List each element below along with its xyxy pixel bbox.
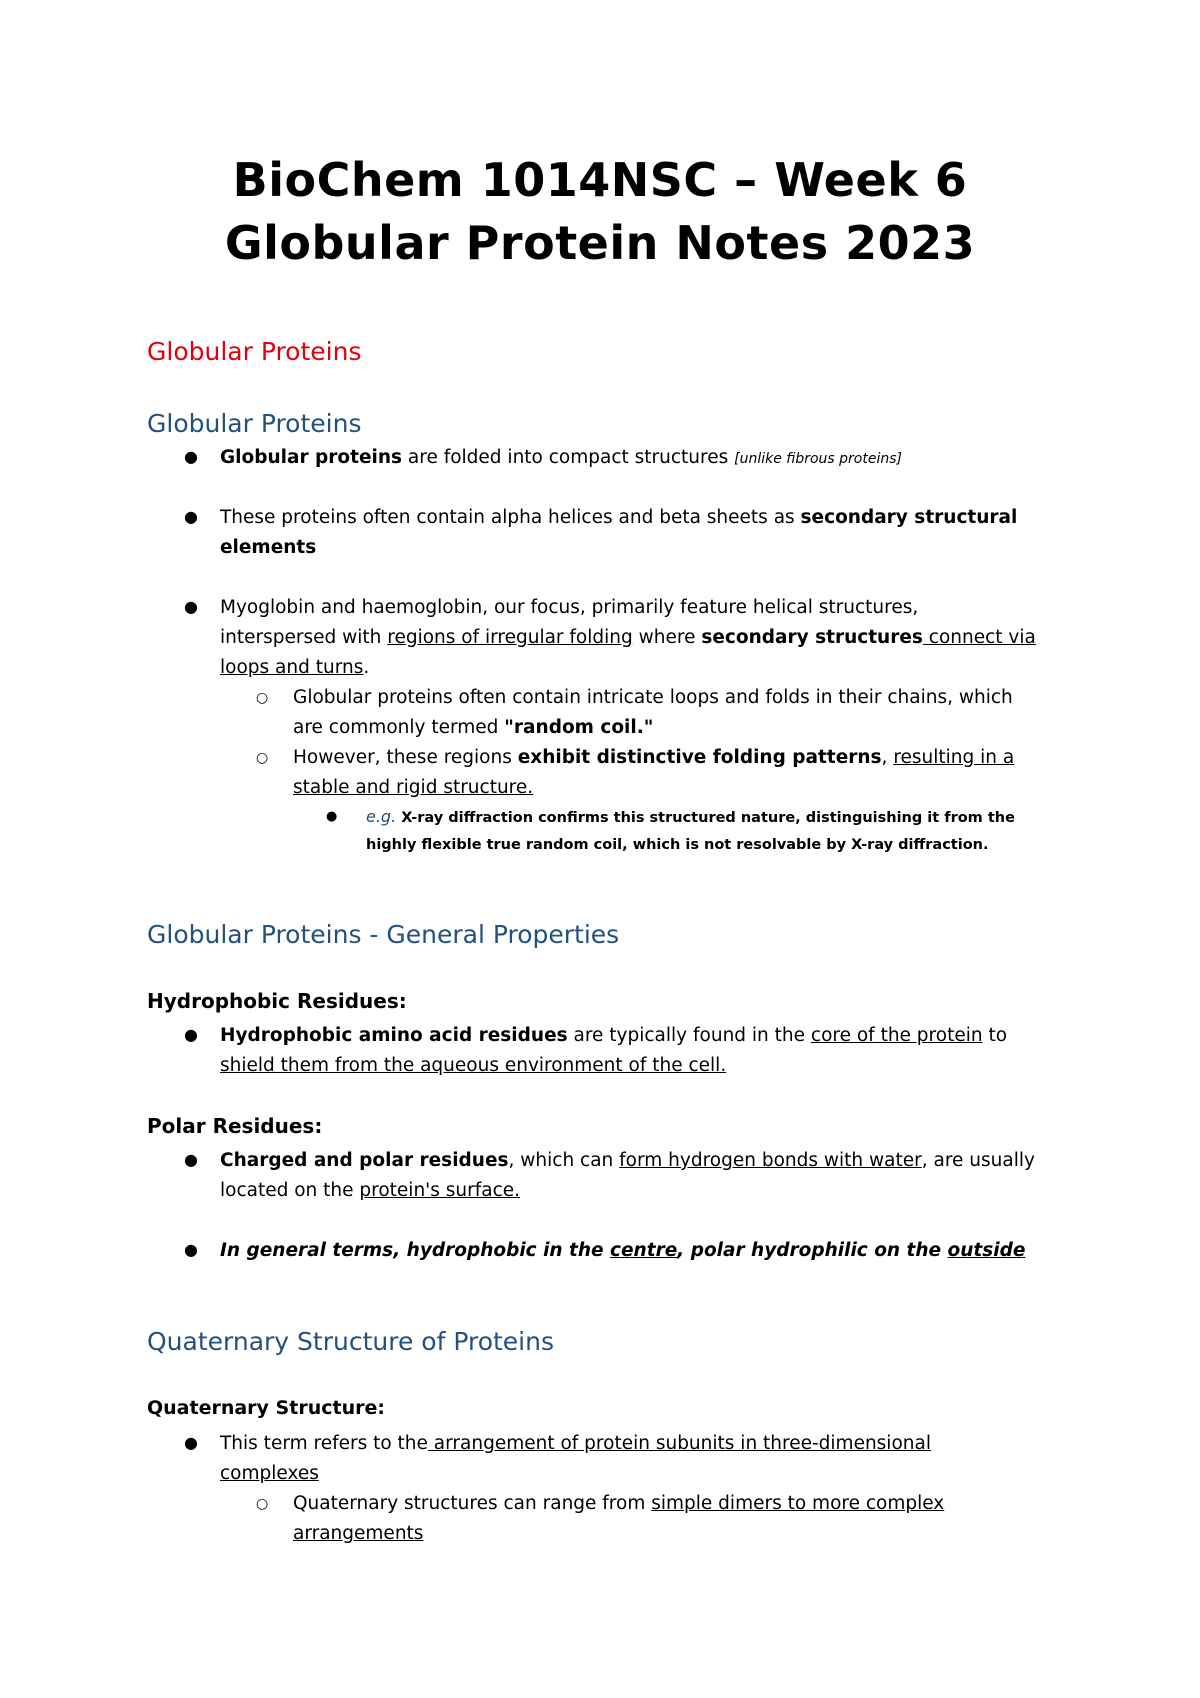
underlined-text: connect via: [922, 627, 1036, 648]
bullet-hydrophobic-line-1: [220, 1021, 1007, 1051]
bullet-icon: ●: [184, 1150, 198, 1169]
circle-bullet-icon: ○: [256, 750, 269, 766]
text: , which can: [508, 1150, 620, 1171]
sub-sub-bullet-xray-line-2: highly flexible true random coil, which is not resolvable by X-ray diffraction.: [366, 837, 989, 853]
bullet-hydrophobic-line-2: shield them from the aqueous environment of the cell.: [220, 1055, 727, 1076]
section-heading-general-properties: Globular Proteins - General Properties: [147, 920, 620, 949]
text: to: [982, 1025, 1008, 1046]
subheading-quaternary-structure: Quaternary Structure:: [147, 1397, 385, 1419]
sub-sub-bullet-xray-line-1: [366, 802, 1015, 833]
underlined-text: simple dimers to more complex: [651, 1493, 945, 1514]
underlined-text: arrangement of protein subunits in three-dimensional: [427, 1433, 931, 1454]
bullet-icon: ●: [184, 1433, 198, 1452]
bullet-quaternary-line-2: complexes: [220, 1463, 319, 1484]
circle-bullet-icon: ○: [256, 1496, 269, 1512]
underlined-text: loops and turns: [220, 657, 364, 678]
bullet-icon: ●: [184, 1240, 198, 1259]
underlined-text: core of the protein: [810, 1025, 983, 1046]
text: are commonly termed: [293, 717, 505, 738]
text: are folded into compact structures: [402, 447, 735, 468]
text: are typically found in the: [567, 1025, 811, 1046]
bullet-myoglobin-line-2: [220, 623, 1036, 653]
underlined-text: form hydrogen bonds with water: [619, 1150, 922, 1171]
bullet-general-terms: [220, 1236, 1025, 1266]
bold-text: secondary structural: [800, 507, 1018, 528]
bold-text: Globular proteins: [220, 447, 403, 468]
text: ,: [881, 747, 894, 768]
text: This term refers to the: [220, 1433, 428, 1454]
text: , are usually: [921, 1150, 1035, 1171]
bullet-myoglobin-line-3: [220, 653, 369, 683]
bullet-icon: ●: [184, 507, 198, 526]
bullet-polar-line-2: [220, 1176, 520, 1206]
bullet-icon: ●: [326, 809, 338, 824]
underlined-text: centre: [610, 1240, 678, 1261]
underlined-text: outside: [947, 1240, 1026, 1261]
underlined-text: regions of irregular folding: [387, 627, 633, 648]
bullet-icon: ●: [184, 597, 198, 616]
text: located on the: [220, 1180, 360, 1201]
bullet-icon: ●: [184, 447, 198, 466]
text: X-ray diffraction confirms this structured nature, distinguishing it from the: [396, 810, 1015, 826]
text: Quaternary structures can range from: [293, 1493, 652, 1514]
text: .: [363, 657, 370, 678]
sub-bullet-folding-patterns-line-2: stable and rigid structure.: [293, 777, 534, 798]
text: where: [632, 627, 702, 648]
bullet-polar-line-1: [220, 1146, 1035, 1176]
bold-text: Charged and polar residues: [220, 1150, 509, 1171]
text: In general terms, hydrophobic in the: [220, 1240, 611, 1261]
text: interspersed with: [220, 627, 388, 648]
sub-bullet-dimers-line-1: [293, 1489, 944, 1519]
bullet-myoglobin-line-1: Myoglobin and haemoglobin, our focus, primarily feature helical structures,: [220, 597, 919, 618]
section-heading-quaternary-structure: Quaternary Structure of Proteins: [147, 1327, 554, 1356]
sub-bullet-random-coil-line-1: Globular proteins often contain intricate loops and folds in their chains, which: [293, 687, 1013, 708]
bullet-icon: ●: [184, 1025, 198, 1044]
bold-text: Hydrophobic amino acid residues: [220, 1025, 568, 1046]
italic-eg: e.g.: [366, 807, 397, 826]
text: These proteins often contain alpha helices and beta sheets as: [220, 507, 801, 528]
bullet-alpha-beta-line-2: elements: [220, 537, 317, 558]
circle-bullet-icon: ○: [256, 690, 269, 706]
subheading-polar-residues: Polar Residues:: [147, 1114, 323, 1138]
document-title-line-1: BioChem 1014NSC – Week 6: [232, 153, 968, 207]
bullet-quaternary-line-1: [220, 1429, 931, 1459]
document-title-line-2: Globular Protein Notes 2023: [224, 216, 976, 270]
text: However, these regions: [293, 747, 518, 768]
bold-text: "random coil.": [504, 717, 654, 738]
underlined-text: resulting in a: [893, 747, 1015, 768]
sub-bullet-folding-patterns-line-1: [293, 743, 1014, 773]
bullet-alpha-beta-line-1: [220, 503, 1017, 533]
italic-note: [unlike fibrous proteins]: [734, 451, 902, 467]
bold-text: exhibit distinctive folding patterns: [517, 747, 882, 768]
bullet-globular-compact: [220, 443, 902, 474]
bold-text: secondary structures: [701, 627, 923, 648]
sub-bullet-random-coil-line-2: [293, 713, 653, 743]
section-heading-globular-proteins: Globular Proteins: [147, 409, 362, 438]
sub-bullet-dimers-line-2: arrangements: [293, 1523, 424, 1544]
text: , polar hydrophilic on the: [677, 1240, 948, 1261]
subheading-hydrophobic-residues: Hydrophobic Residues:: [147, 989, 407, 1013]
section-heading-main: Globular Proteins: [147, 337, 362, 366]
underlined-text: protein's surface.: [359, 1180, 521, 1201]
